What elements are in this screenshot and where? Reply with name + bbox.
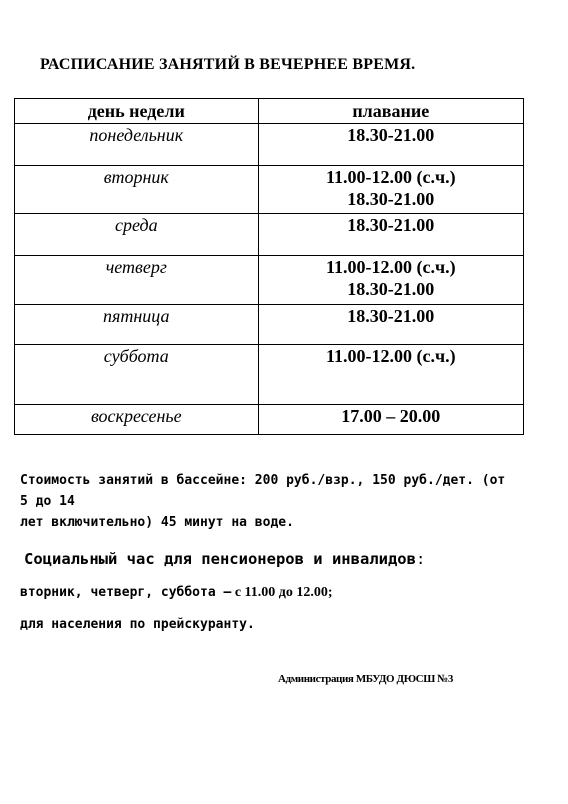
social-days-text: вторник, четверг, суббота – xyxy=(20,585,232,600)
time-slot: 18.30-21.00 xyxy=(347,125,435,145)
time-cell xyxy=(258,405,523,435)
price-line: лет включительно) 45 минут на воде. xyxy=(20,515,294,530)
table-row xyxy=(15,124,524,166)
table-row xyxy=(15,256,524,305)
page-title: РАСПИСАНИЕ ЗАНЯТИЙ В ВЕЧЕРНЕЕ ВРЕМЯ. xyxy=(40,56,416,73)
social-hour-colon: : xyxy=(415,550,426,568)
time-slot: 18.30-21.00 xyxy=(347,189,435,209)
day-cell: пятница xyxy=(15,305,259,345)
day-cell: среда xyxy=(15,214,259,256)
administration-signature: Администрация МБУДО ДЮСШ №3 xyxy=(278,673,454,685)
time-cell xyxy=(258,256,523,305)
time-slot: 11.00-12.00 (с.ч.) xyxy=(325,257,456,277)
day-cell: понедельник xyxy=(15,124,259,166)
social-days-time: с 11.00 до 12.00; xyxy=(231,585,333,600)
social-hour-title: Социальный час для пенсионеров и инвалидов xyxy=(24,550,416,568)
social-hour-days xyxy=(20,585,333,601)
time-cell xyxy=(258,345,523,405)
header-swimming: плавание xyxy=(258,99,523,124)
time-cell xyxy=(258,214,523,256)
price-info xyxy=(20,470,520,533)
social-hour-heading xyxy=(24,550,425,568)
table-row xyxy=(15,405,524,435)
table-row xyxy=(15,305,524,345)
time-cell xyxy=(258,124,523,166)
time-slot: 18.30-21.00 xyxy=(347,306,435,326)
day-cell: воскресенье xyxy=(15,405,259,435)
time-slot: 11.00-12.00 (с.ч.) xyxy=(325,167,456,187)
table-header-row xyxy=(15,99,524,124)
time-slot: 11.00-12.00 (с.ч.) xyxy=(325,346,456,366)
time-slot: 17.00 – 20.00 xyxy=(341,406,441,426)
day-cell: суббота xyxy=(15,345,259,405)
schedule-table xyxy=(14,98,524,435)
time-cell xyxy=(258,166,523,214)
day-cell: вторник xyxy=(15,166,259,214)
table-row xyxy=(15,345,524,405)
price-line: Стоимость занятий в бассейне: 200 руб./взр., 150 руб./дет. (от 5 до 14 xyxy=(20,473,506,509)
time-slot: 18.30-21.00 xyxy=(347,279,435,299)
population-note: для населения по прейскуранту. xyxy=(20,617,255,632)
table-row xyxy=(15,214,524,256)
header-day: день недели xyxy=(15,99,259,124)
day-cell: четверг xyxy=(15,256,259,305)
time-cell xyxy=(258,305,523,345)
table-row xyxy=(15,166,524,214)
time-slot: 18.30-21.00 xyxy=(347,215,435,235)
